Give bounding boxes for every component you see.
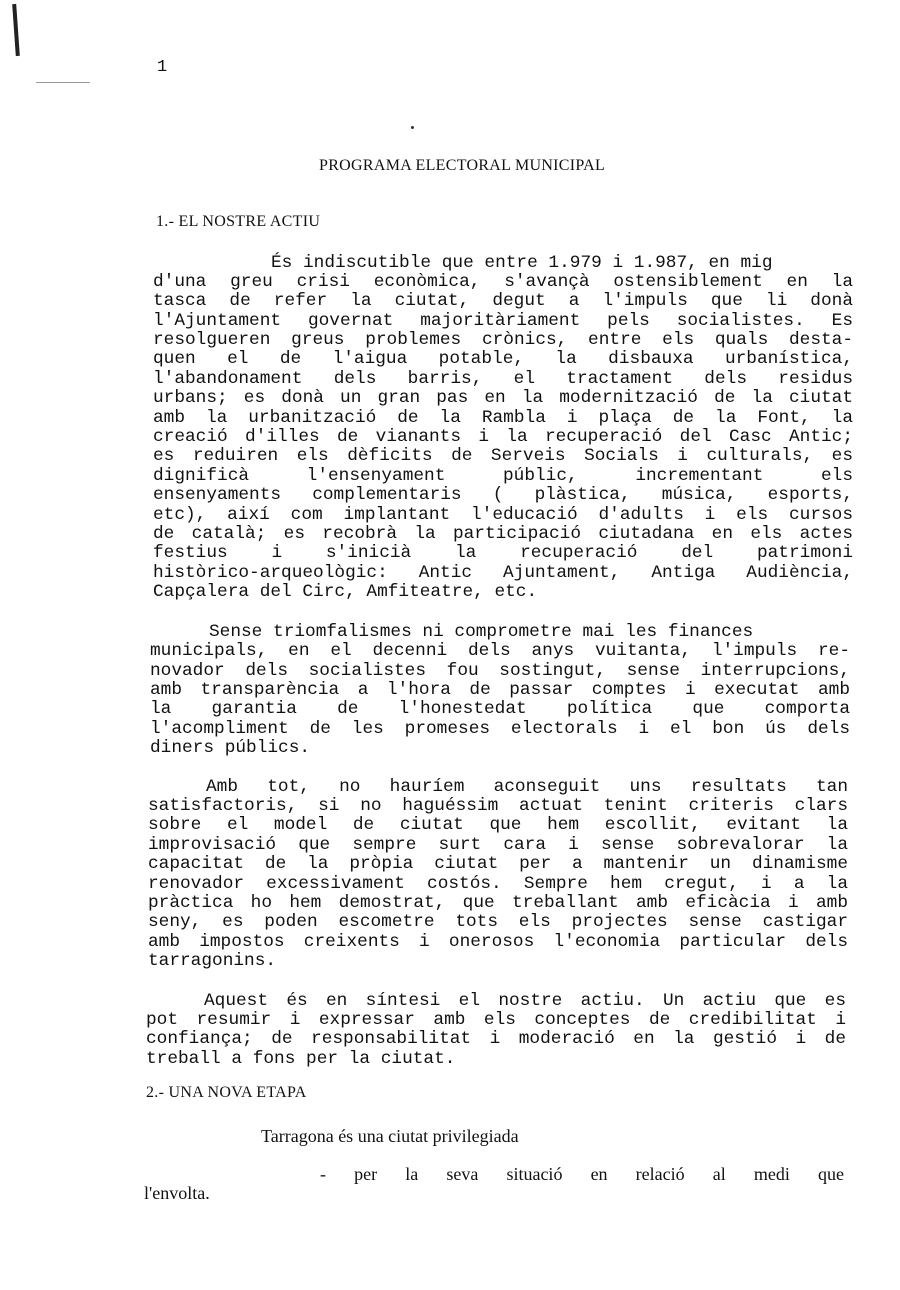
paragraph-line: de català; es recobrà la participació ciutadana en els actes [153, 524, 853, 544]
paragraph-line: l'acompliment de les promeses electorals i el bon ús dels [150, 719, 850, 739]
paragraph-line: sobre el model de ciutat que hem escollit, evitant la [148, 815, 848, 835]
paragraph-line: l'Ajuntament governat majoritàriament pels socialistes. Es [153, 311, 853, 331]
scan-mark [36, 82, 90, 83]
paragraph-line: Aquest és en síntesi el nostre actiu. Un actiu que es [204, 991, 846, 1011]
paragraph-line: ensenyaments complementaris ( plàstica, música, esports, [153, 485, 853, 505]
list-item-line: - per la seva situació en relació al medi que [320, 1164, 844, 1184]
paragraph-line: tarragonins. [148, 951, 277, 971]
paragraph-line: És indiscutible que entre 1.979 i 1.987, en mig [271, 253, 773, 273]
paragraph-line: diners públics. [150, 738, 311, 758]
scan-mark [12, 4, 20, 56]
paragraph-line: l'abandonament dels barris, el tractament dels residus [153, 369, 853, 389]
section-heading: 2.- UNA NOVA ETAPA [146, 1084, 307, 1101]
paragraph-line: dignificà l'ensenyament públic, incrementant els [153, 466, 853, 486]
page-number: 1 [157, 58, 168, 77]
section-heading: 1.- EL NOSTRE ACTIU [156, 213, 321, 230]
paragraph-line: amb la urbanització de la Rambla i plaça de la Font, la [153, 408, 853, 428]
document-title: PROGRAMA ELECTORAL MUNICIPAL [319, 157, 606, 174]
paragraph-line: seny, es poden escometre tots els projectes sense castigar [148, 912, 848, 932]
paragraph-line: Tarragona és una ciutat privilegiada [261, 1126, 519, 1146]
paragraph-line: pot resumir i expressar amb els conceptes de credibilitat i [146, 1010, 846, 1030]
paragraph-line: satisfactoris, si no haguéssim actuat tenint criteris clars [148, 796, 848, 816]
paragraph-line: quen el de l'aigua potable, la disbauxa urbanística, [153, 349, 853, 369]
paragraph-line: pràctica ho hem demostrat, que treballant amb eficàcia i amb [148, 893, 848, 913]
list-item-line: l'envolta. [144, 1183, 210, 1203]
paragraph-line: municipals, en el decenni dels anys vuitanta, l'impuls re- [150, 641, 850, 661]
paragraph-line: novador dels socialistes fou sostingut, sense interrupcions, [150, 661, 850, 681]
paragraph-line: la garantia de l'honestedat política que comporta [150, 699, 850, 719]
paragraph-line: treball a fons per la ciutat. [146, 1049, 456, 1069]
paragraph-line: tasca de refer la ciutat, degut a l'impuls que li donà [153, 291, 853, 311]
paragraph-line: Capçalera del Circ, Amfiteatre, etc. [153, 582, 538, 602]
paragraph-line: creació d'illes de vianants i la recuperació del Casc Antic; [153, 427, 853, 447]
paragraph-line: d'una greu crisi econòmica, s'avançà ostensiblement en la [153, 272, 853, 292]
paragraph-line: festius i s'inicià la recuperació del patrimoni [153, 543, 853, 563]
paragraph-line: Sense triomfalismes ni comprometre mai les finances [209, 622, 754, 642]
paragraph-line: etc), així com implantant l'educació d'adults i els cursos [153, 505, 853, 525]
paragraph-line: amb transparència a l'hora de passar comptes i executat amb [150, 680, 850, 700]
paragraph-line: urbans; es donà un gran pas en la modernització de la ciutat [153, 388, 853, 408]
paragraph-line: improvisació que sempre surt cara i sense sobrevalorar la [148, 835, 848, 855]
paragraph-line: resolgueren greus problemes crònics, entre els quals desta- [153, 330, 853, 350]
paragraph-line: es reduiren els dèficits de Serveis Socials i culturals, es [153, 446, 853, 466]
paragraph-line: confiança; de responsabilitat i moderació en la gestió i de [146, 1029, 846, 1049]
stray-dot [411, 126, 414, 129]
paragraph-line: amb impostos creixents i onerosos l'economia particular dels [148, 932, 848, 952]
paragraph-line: capacitat de la pròpia ciutat per a mantenir un dinamisme [148, 854, 848, 874]
paragraph-line: històrico-arqueològic: Antic Ajuntament, Antiga Audiència, [153, 563, 853, 583]
paragraph-line: renovador excessivament costós. Sempre hem cregut, i a la [148, 874, 848, 894]
paragraph-line: Amb tot, no hauríem aconseguit uns resultats tan [206, 777, 848, 797]
